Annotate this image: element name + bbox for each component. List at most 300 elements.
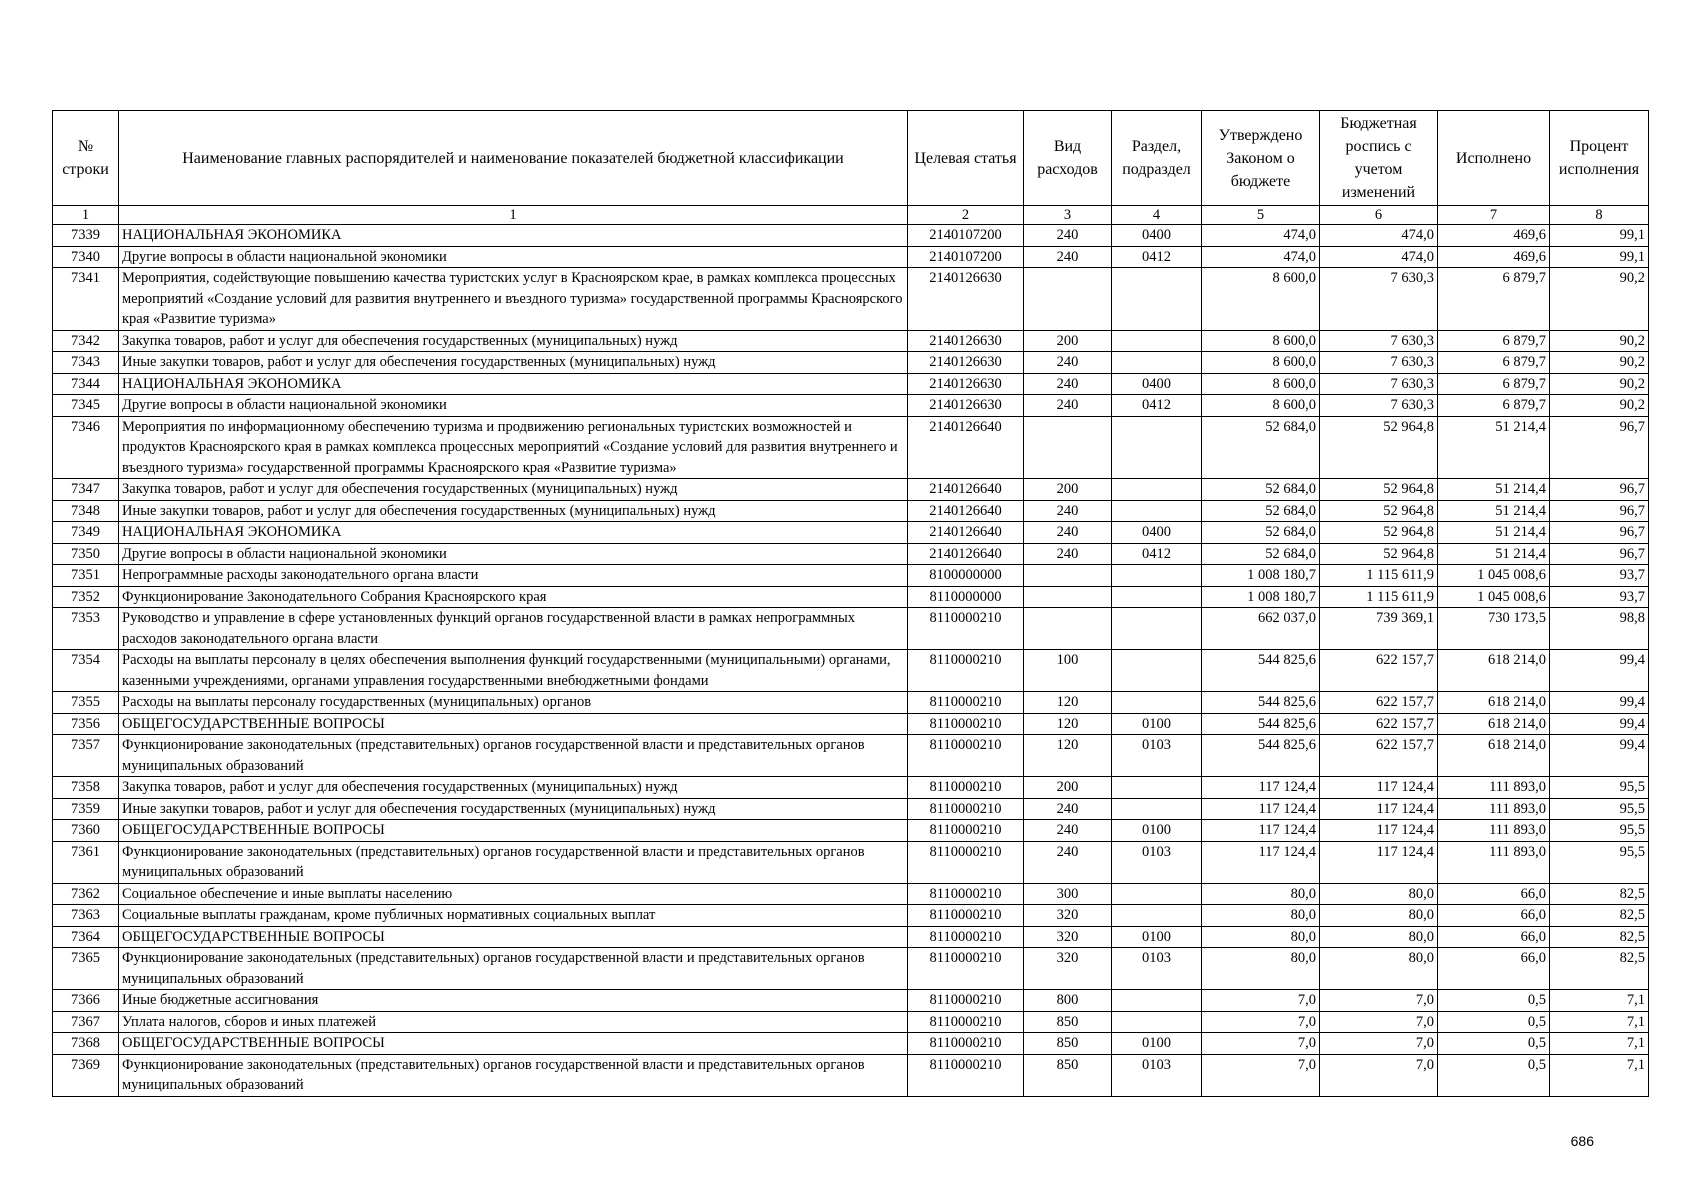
row-number: 7342 (53, 330, 119, 352)
table-row (53, 608, 1649, 650)
schedule-amount: 7,0 (1320, 990, 1438, 1012)
target-article: 8110000210 (908, 926, 1024, 948)
expense-type: 240 (1024, 352, 1112, 374)
row-number: 7353 (53, 608, 119, 650)
table-body (53, 206, 1649, 1097)
table-row (53, 650, 1649, 692)
execution-percent: 90,2 (1550, 268, 1649, 331)
approved-amount: 117 124,4 (1202, 820, 1320, 842)
column-number: 1 (119, 206, 908, 225)
row-name: Функционирование законодательных (представительных) органов государственной власти и представительных органов муниципальных образований (119, 948, 908, 990)
approved-amount: 8 600,0 (1202, 373, 1320, 395)
section-code (1112, 479, 1202, 501)
expense-type: 200 (1024, 479, 1112, 501)
execution-percent: 99,4 (1550, 735, 1649, 777)
table-row (53, 1033, 1649, 1055)
row-name: ОБЩЕГОСУДАРСТВЕННЫЕ ВОПРОСЫ (119, 1033, 908, 1055)
executed-amount: 6 879,7 (1438, 395, 1550, 417)
row-name: Иные закупки товаров, работ и услуг для обеспечения государственных (муниципальных) нужд (119, 352, 908, 374)
page-number: 686 (1570, 1133, 1594, 1149)
row-name: Функционирование законодательных (представительных) органов государственной власти и представительных органов муниципальных образований (119, 841, 908, 883)
schedule-amount: 7 630,3 (1320, 373, 1438, 395)
expense-type: 240 (1024, 522, 1112, 544)
row-name: Руководство и управление в сфере установленных функций органов государственной власти в рамках непрограммных расходов законодательного органа власти (119, 608, 908, 650)
table-row (53, 500, 1649, 522)
expense-type (1024, 268, 1112, 331)
expense-type (1024, 608, 1112, 650)
header-row-number: № строки (53, 111, 119, 206)
section-code: 0400 (1112, 522, 1202, 544)
expense-type: 120 (1024, 735, 1112, 777)
section-code (1112, 352, 1202, 374)
expense-type: 240 (1024, 246, 1112, 268)
target-article: 2140126630 (908, 395, 1024, 417)
schedule-amount: 739 369,1 (1320, 608, 1438, 650)
budget-table (52, 110, 1649, 1097)
execution-percent: 82,5 (1550, 948, 1649, 990)
expense-type: 100 (1024, 650, 1112, 692)
schedule-amount: 117 124,4 (1320, 798, 1438, 820)
executed-amount: 6 879,7 (1438, 352, 1550, 374)
schedule-amount: 622 157,7 (1320, 735, 1438, 777)
schedule-amount: 52 964,8 (1320, 416, 1438, 479)
executed-amount: 6 879,7 (1438, 268, 1550, 331)
row-number: 7369 (53, 1054, 119, 1096)
schedule-amount: 1 115 611,9 (1320, 586, 1438, 608)
row-name: ОБЩЕГОСУДАРСТВЕННЫЕ ВОПРОСЫ (119, 926, 908, 948)
executed-amount: 618 214,0 (1438, 650, 1550, 692)
row-name: Иные бюджетные ассигнования (119, 990, 908, 1012)
execution-percent: 99,4 (1550, 713, 1649, 735)
expense-type: 850 (1024, 1011, 1112, 1033)
header-target-article: Целевая статья (908, 111, 1024, 206)
column-number: 2 (908, 206, 1024, 225)
execution-percent: 82,5 (1550, 926, 1649, 948)
expense-type: 240 (1024, 820, 1112, 842)
approved-amount: 80,0 (1202, 883, 1320, 905)
schedule-amount: 7 630,3 (1320, 352, 1438, 374)
row-name: Расходы на выплаты персоналу в целях обеспечения выполнения функций государственными (муниципальными) органами, казенными учреждениями, органами управления государственными внебюджетными фондами (119, 650, 908, 692)
row-number: 7340 (53, 246, 119, 268)
expense-type: 200 (1024, 777, 1112, 799)
schedule-amount: 1 115 611,9 (1320, 565, 1438, 587)
header-approved: Утверждено Законом о бюджете (1202, 111, 1320, 206)
row-number: 7367 (53, 1011, 119, 1033)
execution-percent: 99,1 (1550, 225, 1649, 247)
approved-amount: 52 684,0 (1202, 543, 1320, 565)
executed-amount: 66,0 (1438, 905, 1550, 927)
row-number: 7368 (53, 1033, 119, 1055)
expense-type: 200 (1024, 330, 1112, 352)
row-name: Функционирование законодательных (представительных) органов государственной власти и представительных органов муниципальных образований (119, 735, 908, 777)
table-row (53, 225, 1649, 247)
expense-type: 240 (1024, 798, 1112, 820)
table-row (53, 990, 1649, 1012)
schedule-amount: 80,0 (1320, 926, 1438, 948)
target-article: 2140126640 (908, 500, 1024, 522)
schedule-amount: 622 157,7 (1320, 713, 1438, 735)
row-name: Закупка товаров, работ и услуг для обеспечения государственных (муниципальных) нужд (119, 777, 908, 799)
schedule-amount: 7 630,3 (1320, 330, 1438, 352)
table-row (53, 798, 1649, 820)
schedule-amount: 622 157,7 (1320, 650, 1438, 692)
approved-amount: 52 684,0 (1202, 500, 1320, 522)
execution-percent: 90,2 (1550, 330, 1649, 352)
target-article: 8110000210 (908, 735, 1024, 777)
target-article: 8110000210 (908, 1011, 1024, 1033)
schedule-amount: 117 124,4 (1320, 820, 1438, 842)
row-name: Непрограммные расходы законодательного органа власти (119, 565, 908, 587)
approved-amount: 1 008 180,7 (1202, 586, 1320, 608)
schedule-amount: 7,0 (1320, 1011, 1438, 1033)
target-article: 2140126640 (908, 543, 1024, 565)
execution-percent: 95,5 (1550, 798, 1649, 820)
executed-amount: 51 214,4 (1438, 416, 1550, 479)
expense-type: 320 (1024, 926, 1112, 948)
table-row (53, 1054, 1649, 1096)
row-name: Закупка товаров, работ и услуг для обеспечения государственных (муниципальных) нужд (119, 479, 908, 501)
row-name: Другие вопросы в области национальной экономики (119, 543, 908, 565)
execution-percent: 93,7 (1550, 586, 1649, 608)
row-number: 7344 (53, 373, 119, 395)
table-row (53, 948, 1649, 990)
row-name: Другие вопросы в области национальной экономики (119, 395, 908, 417)
expense-type (1024, 416, 1112, 479)
section-code: 0103 (1112, 948, 1202, 990)
schedule-amount: 52 964,8 (1320, 522, 1438, 544)
execution-percent: 95,5 (1550, 841, 1649, 883)
row-number: 7360 (53, 820, 119, 842)
column-numbers-row (53, 206, 1649, 225)
executed-amount: 618 214,0 (1438, 713, 1550, 735)
table-row (53, 820, 1649, 842)
target-article: 8110000210 (908, 608, 1024, 650)
executed-amount: 0,5 (1438, 990, 1550, 1012)
execution-percent: 95,5 (1550, 820, 1649, 842)
section-code: 0412 (1112, 543, 1202, 565)
approved-amount: 474,0 (1202, 246, 1320, 268)
approved-amount: 8 600,0 (1202, 330, 1320, 352)
executed-amount: 6 879,7 (1438, 373, 1550, 395)
target-article: 2140126630 (908, 373, 1024, 395)
row-name: Функционирование законодательных (представительных) органов государственной власти и представительных органов муниципальных образований (119, 1054, 908, 1096)
target-article: 8110000210 (908, 650, 1024, 692)
table-row (53, 522, 1649, 544)
approved-amount: 1 008 180,7 (1202, 565, 1320, 587)
executed-amount: 51 214,4 (1438, 522, 1550, 544)
execution-percent: 90,2 (1550, 373, 1649, 395)
expense-type (1024, 586, 1112, 608)
target-article: 2140126640 (908, 522, 1024, 544)
approved-amount: 80,0 (1202, 926, 1320, 948)
executed-amount: 0,5 (1438, 1033, 1550, 1055)
row-number: 7362 (53, 883, 119, 905)
expense-type (1024, 565, 1112, 587)
section-code: 0103 (1112, 1054, 1202, 1096)
target-article: 2140126640 (908, 416, 1024, 479)
approved-amount: 52 684,0 (1202, 522, 1320, 544)
schedule-amount: 7 630,3 (1320, 395, 1438, 417)
execution-percent: 96,7 (1550, 500, 1649, 522)
row-name: Иные закупки товаров, работ и услуг для обеспечения государственных (муниципальных) нужд (119, 798, 908, 820)
section-code: 0400 (1112, 225, 1202, 247)
schedule-amount: 7,0 (1320, 1054, 1438, 1096)
target-article: 8110000210 (908, 883, 1024, 905)
execution-percent: 99,4 (1550, 650, 1649, 692)
section-code (1112, 500, 1202, 522)
schedule-amount: 474,0 (1320, 246, 1438, 268)
target-article: 8100000000 (908, 565, 1024, 587)
target-article: 8110000210 (908, 1033, 1024, 1055)
target-article: 2140107200 (908, 225, 1024, 247)
execution-percent: 90,2 (1550, 352, 1649, 374)
approved-amount: 544 825,6 (1202, 692, 1320, 714)
target-article: 8110000210 (908, 990, 1024, 1012)
table-row (53, 373, 1649, 395)
row-name: Мероприятия по информационному обеспечению туризма и продвижению региональных туристских возможностей и продуктов Красноярского края в рамках комплекса процессных мероприятий «Создание условий для развития внутреннего и въездного туризма» государственной программы Красноярского края «Развитие туризма» (119, 416, 908, 479)
section-code (1112, 1011, 1202, 1033)
row-number: 7347 (53, 479, 119, 501)
target-article: 8110000210 (908, 777, 1024, 799)
approved-amount: 8 600,0 (1202, 395, 1320, 417)
table-row (53, 841, 1649, 883)
row-name: Мероприятия, содействующие повышению качества туристских услуг в Красноярском крае, в рамках комплекса процессных мероприятий «Создание условий для развития внутреннего и въездного туризма» государственной программы Красноярского края «Развитие туризма» (119, 268, 908, 331)
target-article: 8110000000 (908, 586, 1024, 608)
approved-amount: 7,0 (1202, 1054, 1320, 1096)
approved-amount: 7,0 (1202, 1033, 1320, 1055)
expense-type: 120 (1024, 713, 1112, 735)
execution-percent: 7,1 (1550, 1011, 1649, 1033)
executed-amount: 66,0 (1438, 883, 1550, 905)
row-name: НАЦИОНАЛЬНАЯ ЭКОНОМИКА (119, 522, 908, 544)
approved-amount: 52 684,0 (1202, 479, 1320, 501)
row-number: 7361 (53, 841, 119, 883)
row-number: 7345 (53, 395, 119, 417)
schedule-amount: 80,0 (1320, 883, 1438, 905)
schedule-amount: 80,0 (1320, 948, 1438, 990)
table-row (53, 246, 1649, 268)
header-budget-schedule: Бюджетная роспись с учетом изменений (1320, 111, 1438, 206)
row-number: 7352 (53, 586, 119, 608)
row-number: 7365 (53, 948, 119, 990)
target-article: 2140107200 (908, 246, 1024, 268)
column-number: 4 (1112, 206, 1202, 225)
expense-type: 800 (1024, 990, 1112, 1012)
schedule-amount: 52 964,8 (1320, 543, 1438, 565)
table-row (53, 395, 1649, 417)
schedule-amount: 52 964,8 (1320, 479, 1438, 501)
schedule-amount: 80,0 (1320, 905, 1438, 927)
header-percent: Процент исполнения (1550, 111, 1649, 206)
section-code: 0103 (1112, 841, 1202, 883)
approved-amount: 7,0 (1202, 1011, 1320, 1033)
table-row (53, 905, 1649, 927)
row-number: 7348 (53, 500, 119, 522)
execution-percent: 7,1 (1550, 1033, 1649, 1055)
row-number: 7358 (53, 777, 119, 799)
execution-percent: 99,4 (1550, 692, 1649, 714)
executed-amount: 618 214,0 (1438, 692, 1550, 714)
schedule-amount: 52 964,8 (1320, 500, 1438, 522)
approved-amount: 117 124,4 (1202, 777, 1320, 799)
header-section: Раздел, подраздел (1112, 111, 1202, 206)
approved-amount: 117 124,4 (1202, 798, 1320, 820)
table-row (53, 586, 1649, 608)
row-number: 7357 (53, 735, 119, 777)
executed-amount: 1 045 008,6 (1438, 586, 1550, 608)
row-number: 7354 (53, 650, 119, 692)
approved-amount: 52 684,0 (1202, 416, 1320, 479)
row-name: ОБЩЕГОСУДАРСТВЕННЫЕ ВОПРОСЫ (119, 820, 908, 842)
table-row (53, 479, 1649, 501)
column-number: 8 (1550, 206, 1649, 225)
executed-amount: 51 214,4 (1438, 500, 1550, 522)
execution-percent: 93,7 (1550, 565, 1649, 587)
execution-percent: 82,5 (1550, 905, 1649, 927)
expense-type: 320 (1024, 905, 1112, 927)
target-article: 8110000210 (908, 713, 1024, 735)
target-article: 8110000210 (908, 1054, 1024, 1096)
target-article: 8110000210 (908, 948, 1024, 990)
row-number: 7359 (53, 798, 119, 820)
execution-percent: 96,7 (1550, 543, 1649, 565)
executed-amount: 0,5 (1438, 1054, 1550, 1096)
approved-amount: 474,0 (1202, 225, 1320, 247)
executed-amount: 51 214,4 (1438, 479, 1550, 501)
table-row (53, 692, 1649, 714)
row-name: Социальное обеспечение и иные выплаты населению (119, 883, 908, 905)
section-code (1112, 883, 1202, 905)
schedule-amount: 622 157,7 (1320, 692, 1438, 714)
approved-amount: 544 825,6 (1202, 735, 1320, 777)
section-code: 0412 (1112, 395, 1202, 417)
schedule-amount: 474,0 (1320, 225, 1438, 247)
row-number: 7351 (53, 565, 119, 587)
expense-type: 240 (1024, 395, 1112, 417)
approved-amount: 662 037,0 (1202, 608, 1320, 650)
target-article: 8110000210 (908, 841, 1024, 883)
section-code (1112, 608, 1202, 650)
executed-amount: 111 893,0 (1438, 820, 1550, 842)
section-code: 0100 (1112, 713, 1202, 735)
row-number: 7366 (53, 990, 119, 1012)
section-code: 0400 (1112, 373, 1202, 395)
approved-amount: 544 825,6 (1202, 650, 1320, 692)
row-number: 7355 (53, 692, 119, 714)
executed-amount: 1 045 008,6 (1438, 565, 1550, 587)
execution-percent: 96,7 (1550, 522, 1649, 544)
executed-amount: 469,6 (1438, 225, 1550, 247)
approved-amount: 80,0 (1202, 948, 1320, 990)
expense-type: 240 (1024, 841, 1112, 883)
table-row (53, 352, 1649, 374)
column-number: 6 (1320, 206, 1438, 225)
expense-type: 240 (1024, 225, 1112, 247)
table-row (53, 713, 1649, 735)
executed-amount: 730 173,5 (1438, 608, 1550, 650)
row-number: 7364 (53, 926, 119, 948)
section-code (1112, 416, 1202, 479)
section-code (1112, 798, 1202, 820)
table-row (53, 268, 1649, 331)
target-article: 2140126630 (908, 268, 1024, 331)
executed-amount: 0,5 (1438, 1011, 1550, 1033)
table-row (53, 883, 1649, 905)
section-code (1112, 650, 1202, 692)
expense-type: 300 (1024, 883, 1112, 905)
executed-amount: 469,6 (1438, 246, 1550, 268)
execution-percent: 90,2 (1550, 395, 1649, 417)
table-header (53, 111, 1649, 206)
executed-amount: 66,0 (1438, 926, 1550, 948)
table-row (53, 777, 1649, 799)
schedule-amount: 7,0 (1320, 1033, 1438, 1055)
target-article: 2140126630 (908, 330, 1024, 352)
row-name: Социальные выплаты гражданам, кроме публичных нормативных социальных выплат (119, 905, 908, 927)
section-code: 0412 (1112, 246, 1202, 268)
target-article: 8110000210 (908, 798, 1024, 820)
section-code (1112, 268, 1202, 331)
section-code (1112, 586, 1202, 608)
section-code: 0103 (1112, 735, 1202, 777)
row-name: ОБЩЕГОСУДАРСТВЕННЫЕ ВОПРОСЫ (119, 713, 908, 735)
expense-type: 850 (1024, 1033, 1112, 1055)
execution-percent: 96,7 (1550, 479, 1649, 501)
approved-amount: 117 124,4 (1202, 841, 1320, 883)
table-row (53, 926, 1649, 948)
approved-amount: 80,0 (1202, 905, 1320, 927)
execution-percent: 98,8 (1550, 608, 1649, 650)
table-row (53, 1011, 1649, 1033)
executed-amount: 111 893,0 (1438, 841, 1550, 883)
section-code: 0100 (1112, 926, 1202, 948)
approved-amount: 8 600,0 (1202, 268, 1320, 331)
approved-amount: 8 600,0 (1202, 352, 1320, 374)
row-name: НАЦИОНАЛЬНАЯ ЭКОНОМИКА (119, 225, 908, 247)
column-number: 5 (1202, 206, 1320, 225)
executed-amount: 111 893,0 (1438, 798, 1550, 820)
execution-percent: 7,1 (1550, 990, 1649, 1012)
section-code: 0100 (1112, 820, 1202, 842)
row-name: Функционирование Законодательного Собрания Красноярского края (119, 586, 908, 608)
row-name: Другие вопросы в области национальной экономики (119, 246, 908, 268)
table-row (53, 735, 1649, 777)
table-row (53, 330, 1649, 352)
executed-amount: 51 214,4 (1438, 543, 1550, 565)
row-number: 7343 (53, 352, 119, 374)
table-row (53, 565, 1649, 587)
expense-type: 850 (1024, 1054, 1112, 1096)
section-code (1112, 565, 1202, 587)
execution-percent: 96,7 (1550, 416, 1649, 479)
expense-type: 120 (1024, 692, 1112, 714)
execution-percent: 7,1 (1550, 1054, 1649, 1096)
row-name: Уплата налогов, сборов и иных платежей (119, 1011, 908, 1033)
approved-amount: 544 825,6 (1202, 713, 1320, 735)
row-name: Закупка товаров, работ и услуг для обеспечения государственных (муниципальных) нужд (119, 330, 908, 352)
header-expense-type: Вид расходов (1024, 111, 1112, 206)
section-code (1112, 990, 1202, 1012)
expense-type: 240 (1024, 543, 1112, 565)
execution-percent: 99,1 (1550, 246, 1649, 268)
section-code (1112, 330, 1202, 352)
section-code (1112, 777, 1202, 799)
target-article: 8110000210 (908, 820, 1024, 842)
approved-amount: 7,0 (1202, 990, 1320, 1012)
executed-amount: 618 214,0 (1438, 735, 1550, 777)
row-number: 7346 (53, 416, 119, 479)
row-number: 7341 (53, 268, 119, 331)
